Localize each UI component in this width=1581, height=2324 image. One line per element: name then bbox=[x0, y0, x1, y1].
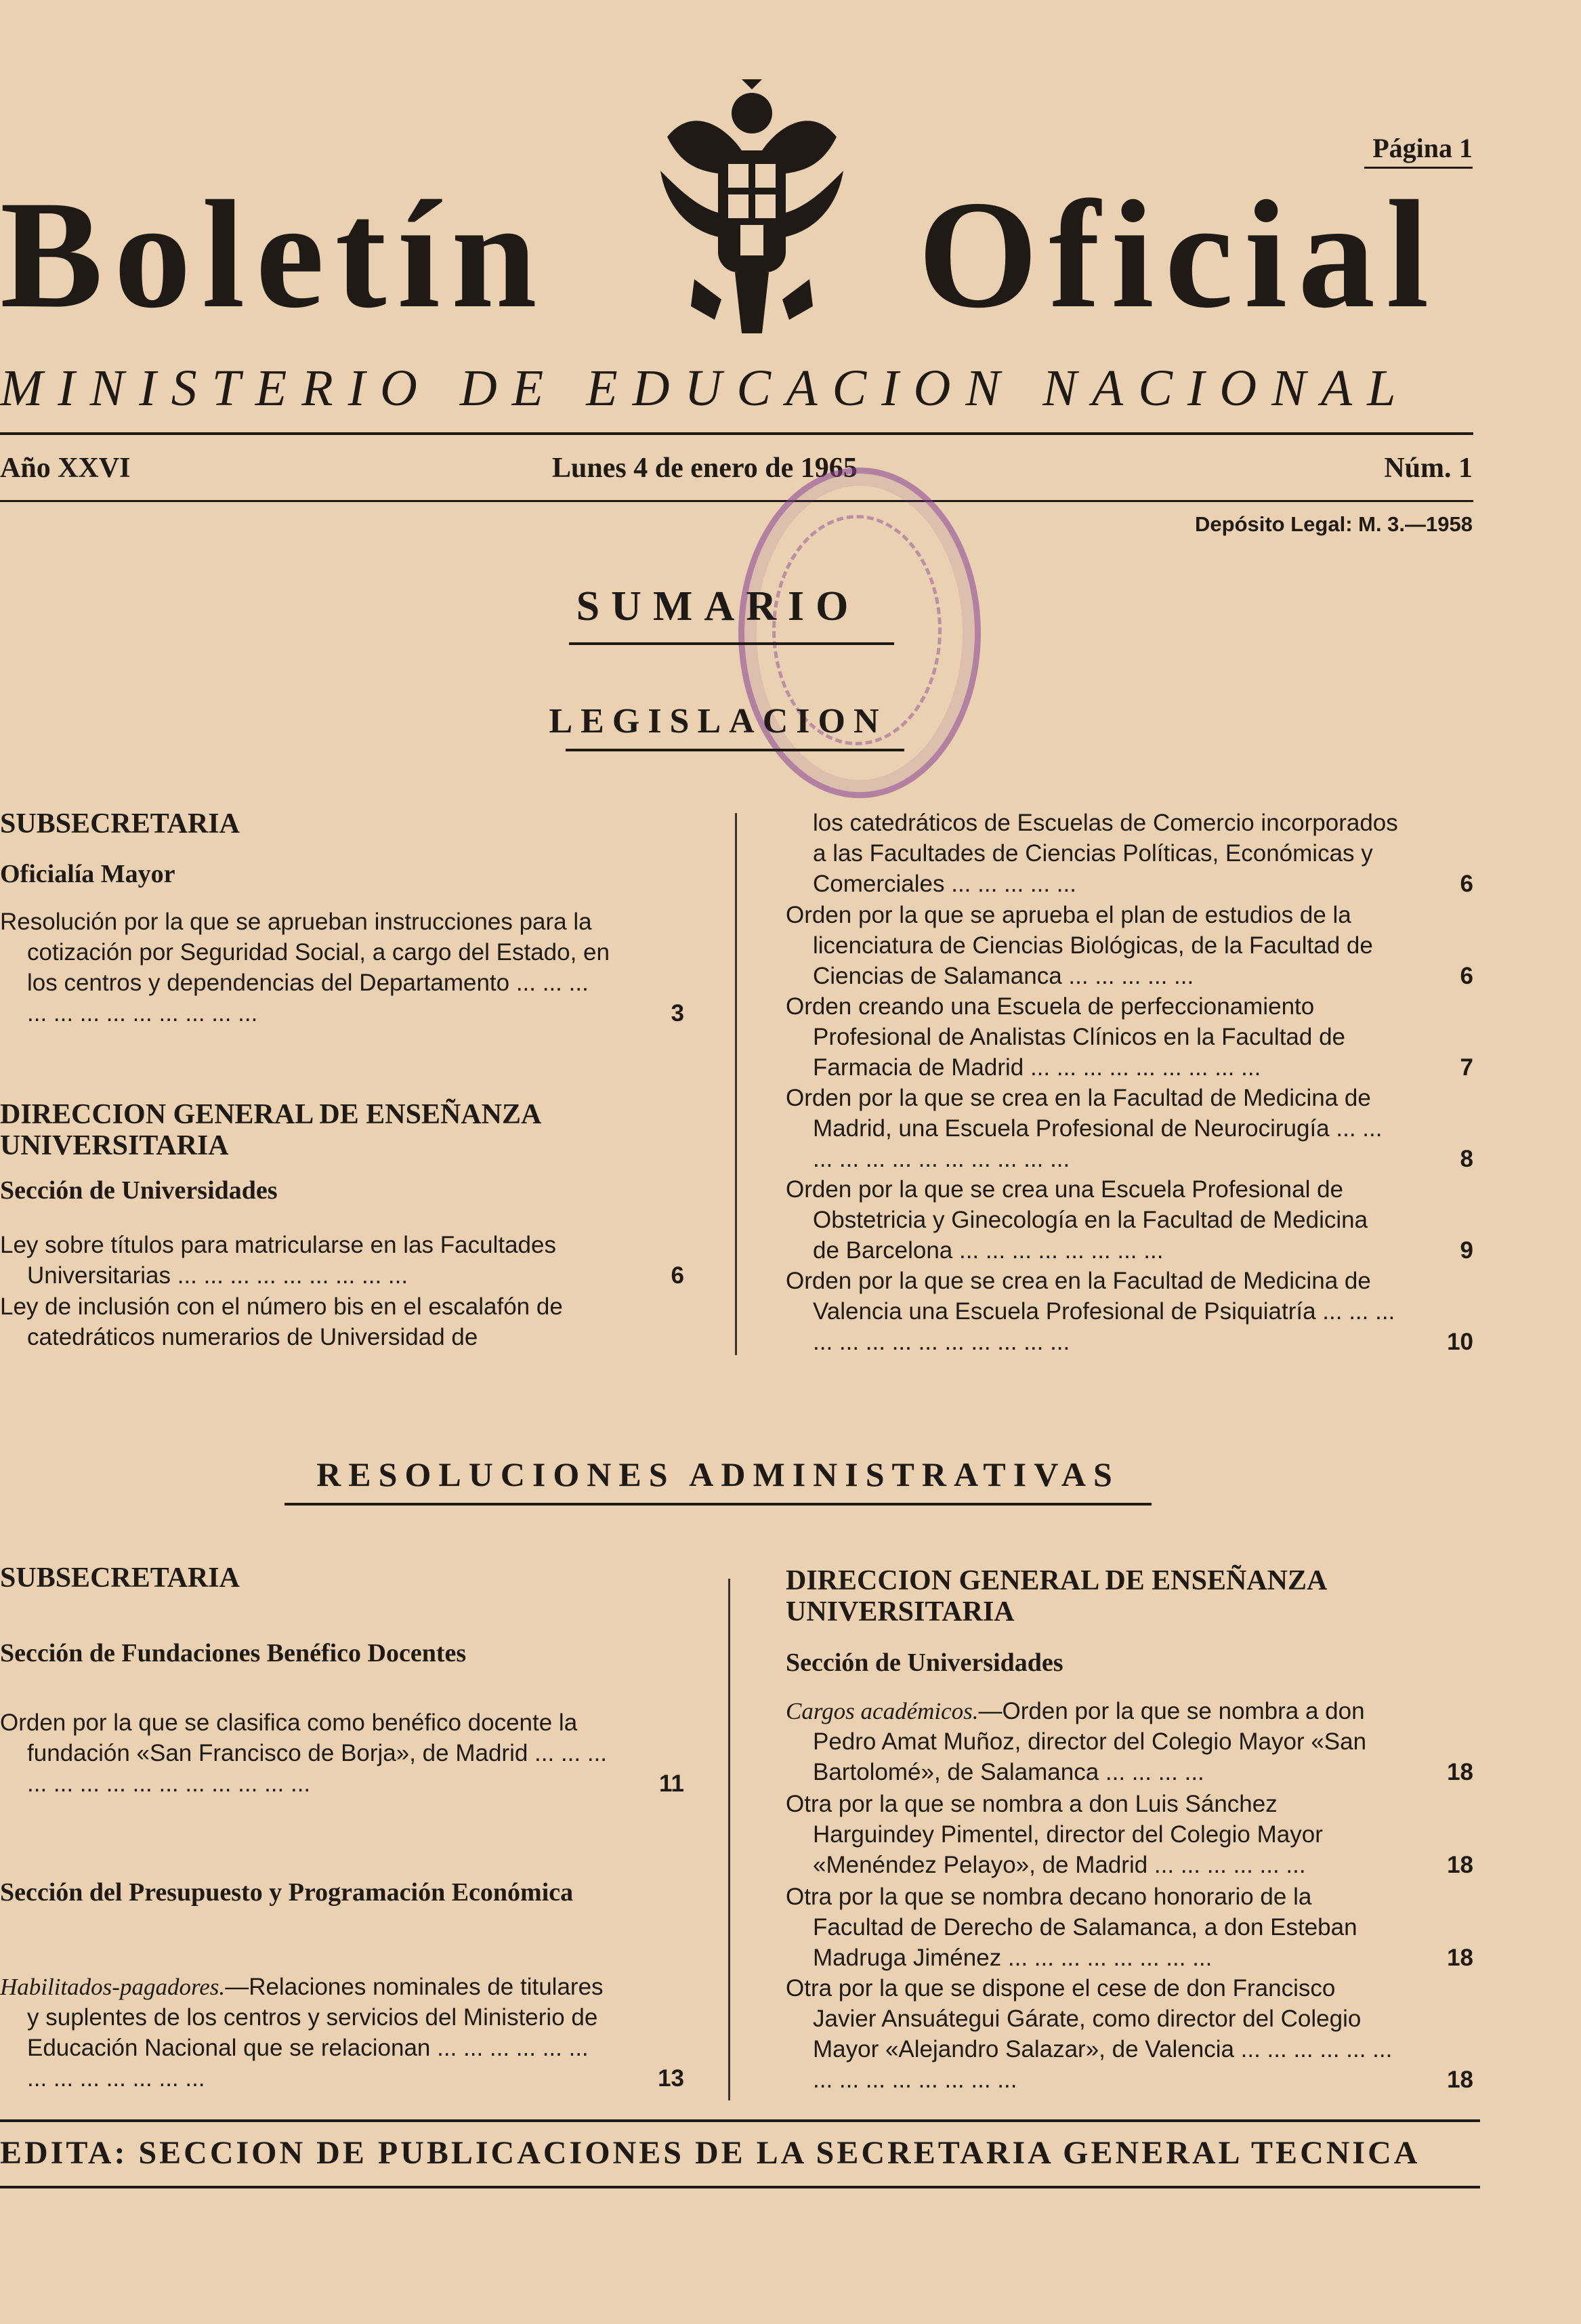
entry-page: 9 bbox=[1460, 1237, 1473, 1264]
title-left: Boletín bbox=[0, 169, 548, 340]
resolutions-section: Sección de Fundaciones Benéfico Docentes bbox=[0, 1639, 467, 1667]
legislation-department: SUBSECRETARIA bbox=[0, 808, 240, 839]
footer-rule-top bbox=[0, 2119, 1480, 2122]
entry-text bbox=[0, 1972, 684, 2094]
list-item bbox=[786, 808, 1473, 899]
entry-text: Otra por la que se nombra decano honorario de la Facultad de Derecho de Salamanca, a don Esteban Madruga Jiménez ... ... ... ... ... ... ... ... bbox=[786, 1884, 1357, 1971]
list-item bbox=[786, 1266, 1473, 1357]
legislation-heading: LEGISLACION bbox=[549, 702, 887, 741]
entry-text: Otra por la que se nombra a don Luis Sánchez Harguindey Pimentel, director del Colegio Mayor «Menéndez Pelayo», de Madrid ... ... ... ... ... ... bbox=[786, 1791, 1323, 1878]
resolutions-heading: RESOLUCIONES ADMINISTRATIVAS bbox=[316, 1455, 1120, 1493]
list-item bbox=[786, 1696, 1473, 1787]
entry-text: Orden creando una Escuela de perfeccionamiento Profesional de Analistas Clínicos en la Facultad de Farmacia de Madrid ... ... ... ... ... ... ... ... ... bbox=[786, 993, 1346, 1081]
legislation-column-divider bbox=[735, 813, 737, 1355]
entry-page: 18 bbox=[1447, 1759, 1473, 1785]
resolutions-department: SUBSECRETARIA bbox=[0, 1562, 240, 1594]
entry-page: 18 bbox=[1447, 1852, 1473, 1878]
entry-text: Orden por la que se crea una Escuela Profesional de Obstetricia y Ginecología en la Facultad de Medicina de Barcelona ... ... ... ... ... ... ... ... bbox=[786, 1176, 1368, 1264]
entry-body: —Relaciones nominales de titulares y suplentes de los centros y servicios del Ministerio de Educación Nacional que se relacionan ... ... ... ... ... ... ... ... ... ... ... ... ... bbox=[27, 1974, 604, 2092]
list-item bbox=[786, 1174, 1473, 1266]
list-item bbox=[786, 1789, 1473, 1880]
entry-page: 6 bbox=[1460, 963, 1473, 989]
title-right: Oficial bbox=[918, 169, 1440, 340]
entry-text: Ley sobre títulos para matricularse en las Facultades Universitarias ... ... ... ... ... ... ... ... ... bbox=[0, 1232, 556, 1289]
entry-page: 8 bbox=[1460, 1146, 1473, 1172]
list-item bbox=[786, 1882, 1473, 1973]
list-item bbox=[0, 907, 684, 1029]
entry-page: 13 bbox=[658, 2065, 684, 2092]
entry-text: los catedráticos de Escuelas de Comercio incorporados a las Facultades de Ciencias Políticas, Económicas y Comerciales ... ... ... ... ... bbox=[813, 810, 1398, 897]
resolutions-section-2: Sección del Presupuesto y Programación Económica bbox=[0, 1878, 574, 1907]
issue-year: Año XXVI bbox=[0, 453, 131, 484]
legislation-office: Oficialía Mayor bbox=[0, 860, 175, 888]
coat-of-arms-icon bbox=[654, 76, 850, 354]
entry-page: 10 bbox=[1447, 1329, 1473, 1355]
entry-page: 11 bbox=[659, 1770, 684, 1797]
entry-page: 18 bbox=[1447, 1945, 1473, 1971]
entry-text: Resolución por la que se aprueban instrucciones para la cotización por Seguridad Social, a cargo del Estado, en los centros y dependencias del Departamento ... ... ... ... ... ... ... ... ... ... ... ... bbox=[0, 909, 610, 1026]
header-rule-top bbox=[0, 432, 1473, 435]
entry-page: 6 bbox=[1460, 871, 1473, 897]
resolutions-heading-underline bbox=[284, 1503, 1152, 1506]
entry-text: Orden por la que se clasifica como benéfico docente la fundación «San Francisco de Borja», de Madrid ... ... ... ... ... ... ... ... ... ... ... ... ... ... bbox=[0, 1709, 608, 1797]
summary-heading: SUMARIO bbox=[576, 583, 860, 629]
legislation-heading-underline bbox=[566, 749, 904, 751]
entry-text: Orden por la que se crea en la Facultad de Medicina de Madrid, una Escuela Profesional de Neurocirugía ... ... ... ... ... ... ... ... ... ... ... ... bbox=[786, 1085, 1383, 1172]
summary-heading-underline bbox=[569, 642, 894, 645]
list-item bbox=[0, 1972, 684, 2094]
ministry-name: MINISTERIO DE EDUCACION NACIONAL bbox=[0, 360, 1411, 417]
entry-text: Ley de inclusión con el número bis en el escalafón de catedráticos numerarios de Universidad de bbox=[0, 1293, 563, 1350]
resolutions-right-section: Sección de Universidades bbox=[786, 1648, 1063, 1677]
entry-text bbox=[786, 1696, 1473, 1787]
list-item bbox=[786, 1973, 1473, 2095]
entry-body: —Orden por la que se nombra a don Pedro Amat Muñoz, director del Colegio Mayor «San Bartolomé», de Salamanca ... ... ... ... bbox=[813, 1698, 1367, 1785]
footer-publisher: EDITA: SECCION DE PUBLICACIONES DE LA SECRETARIA GENERAL TECNICA bbox=[0, 2135, 1420, 2171]
list-item bbox=[786, 900, 1473, 991]
entry-page: 3 bbox=[671, 1000, 684, 1026]
issue-date: Lunes 4 de enero de 1965 bbox=[552, 453, 858, 484]
list-item bbox=[0, 1230, 684, 1291]
entry-text: Orden por la que se aprueba el plan de estudios de la licenciatura de Ciencias Biológicas, de la Facultad de Ciencias de Salamanca ... ... ... ... ... bbox=[786, 902, 1373, 989]
entry-text: Otra por la que se dispone el cese de don Francisco Javier Ansuátegui Gárate, como director del Colegio Mayor «Alejandro Salazar», de Valencia ... ... ... ... ... ... ... ... ... ... ... ... ... ... bbox=[786, 1975, 1393, 2093]
list-item bbox=[0, 1707, 684, 1799]
footer-rule-bottom bbox=[0, 2186, 1480, 2188]
list-item bbox=[786, 991, 1473, 1083]
issue-number: Núm. 1 bbox=[1384, 453, 1473, 484]
resolutions-column-divider bbox=[728, 1579, 730, 2100]
legislation-section-2: Sección de Universidades bbox=[0, 1176, 278, 1205]
legislation-department-2: DIRECCION GENERAL DE ENSEÑANZA UNIVERSITARIA bbox=[0, 1099, 540, 1161]
list-item bbox=[0, 1291, 684, 1352]
resolutions-right-department: DIRECCION GENERAL DE ENSEÑANZA UNIVERSITARIA bbox=[786, 1565, 1326, 1627]
header-rule-bottom bbox=[0, 500, 1473, 502]
list-item bbox=[786, 1083, 1473, 1174]
page-label-underline bbox=[1364, 167, 1473, 169]
entry-italic-lead: Habilitados-pagadores. bbox=[0, 1974, 226, 2000]
legal-deposit: Depósito Legal: M. 3.—1958 bbox=[1195, 512, 1473, 536]
entry-page: 7 bbox=[1460, 1054, 1473, 1081]
entry-page: 18 bbox=[1447, 2067, 1473, 2093]
page-label: Página 1 bbox=[1372, 133, 1473, 163]
entry-page: 6 bbox=[671, 1262, 684, 1289]
entry-italic-lead: Cargos académicos. bbox=[786, 1698, 979, 1724]
entry-text: Orden por la que se crea en la Facultad de Medicina de Valencia una Escuela Profesional de Psiquiatría ... ... ... ... ... ... ... ... ... ... ... ... ... bbox=[786, 1268, 1395, 1355]
